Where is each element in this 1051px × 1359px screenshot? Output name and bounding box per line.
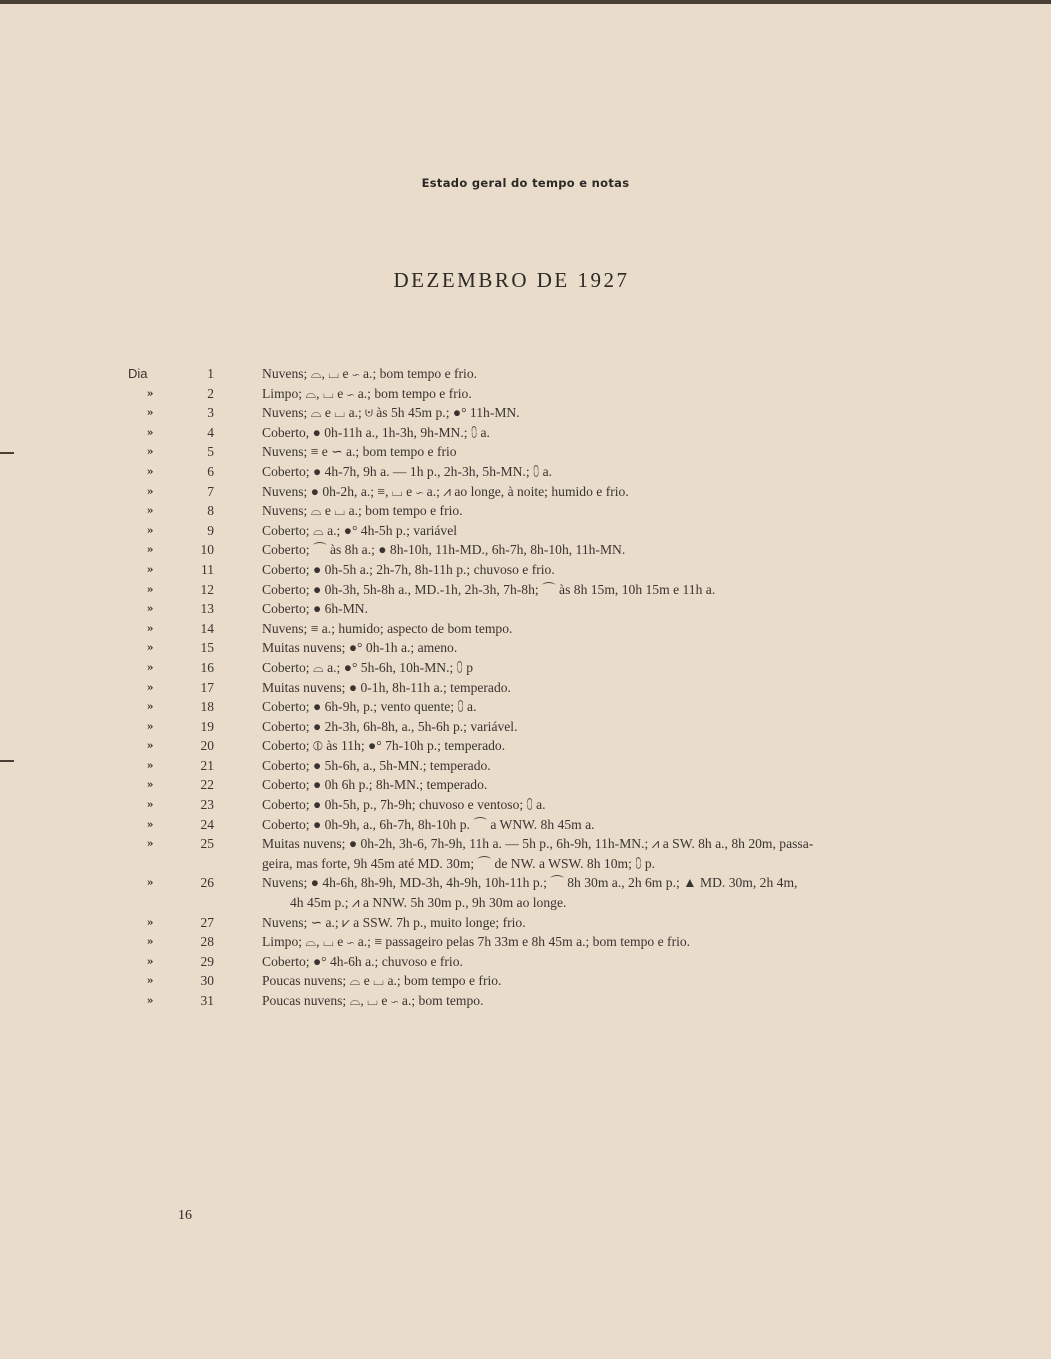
entry-text: Coberto; ● 5h-6h, a., 5h-MN.; temperado. bbox=[262, 757, 491, 773]
ditto-mark: » bbox=[146, 935, 154, 949]
day-number: 15 bbox=[200, 640, 214, 656]
ditto-mark: » bbox=[146, 523, 154, 537]
entry-row bbox=[0, 580, 1051, 600]
day-number: 23 bbox=[200, 797, 214, 813]
ditto-mark: » bbox=[146, 484, 154, 498]
entry-row bbox=[0, 717, 1051, 737]
entry-text: Limpo; ⌓, ⌴ e ∽ a.; ≡ passageiro pelas 7h 33m e 8h 45m a.; bom tempo e frio. bbox=[262, 934, 691, 950]
ditto-mark: » bbox=[146, 445, 154, 459]
day-number: 5 bbox=[207, 444, 214, 460]
entry-row bbox=[0, 815, 1051, 835]
entry-text: Nuvens; ⌓, ⌴ e ∽ a.; bom tempo e frio. bbox=[262, 366, 478, 381]
ditto-mark: » bbox=[146, 817, 154, 831]
entry-text: Coberto; ⌓ a.; ●° 4h-5h p.; variável bbox=[262, 522, 458, 538]
entry-row bbox=[0, 678, 1051, 698]
day-number: 25 bbox=[200, 836, 214, 852]
ditto-mark: » bbox=[146, 641, 154, 655]
column-label-dia: Dia bbox=[128, 366, 148, 381]
day-number: 21 bbox=[200, 757, 214, 773]
day-number: 6 bbox=[207, 463, 214, 479]
day-number: 22 bbox=[200, 777, 214, 793]
ditto-mark: » bbox=[146, 758, 154, 772]
day-number: 11 bbox=[201, 561, 214, 577]
entry-text: Muitas nuvens; ● 0h-2h, 3h-6, 7h-9h, 11h a. — 5h p., 6h-9h, 11h-MN.; ⩘ a SW. 8h a., 8h 20m, passa- bbox=[262, 836, 814, 852]
entry-text: Muitas nuvens; ●° 0h-1h a.; ameno. bbox=[262, 640, 458, 656]
day-number: 27 bbox=[200, 914, 214, 930]
day-number: 10 bbox=[200, 542, 214, 558]
day-number: 26 bbox=[200, 875, 214, 891]
entry-text: Coberto; ● 4h-7h, 9h a. — 1h p., 2h-3h, 5h-MN.; ⩇ a. bbox=[262, 463, 553, 479]
ditto-mark: » bbox=[146, 837, 154, 851]
entry-text-continuation: geira, mas forte, 9h 45m até MD. 30m; ⌒ de NW. a WSW. 8h 10m; ⩇ p. bbox=[262, 855, 656, 871]
entry-text: Coberto; ● 0h 6h p.; 8h-MN.; temperado. bbox=[262, 777, 488, 793]
day-number: 13 bbox=[200, 601, 214, 617]
day-number: 16 bbox=[200, 659, 214, 675]
entry-text: Coberto; ● 0h-5h, p., 7h-9h; chuvoso e ventoso; ⩇ a. bbox=[262, 797, 546, 813]
entry-text: Coberto; ⦶ às 11h; ●° 7h-10h p.; temperado. bbox=[262, 738, 506, 754]
ditto-mark: » bbox=[146, 425, 154, 439]
entry-text-continuation: 4h 45m p.; ⩘ a NNW. 5h 30m p., 9h 30m ao longe. bbox=[290, 895, 567, 911]
day-number: 18 bbox=[200, 699, 214, 715]
entry-text: Coberto; ● 0h-9h, a., 6h-7h, 8h-10h p. ⌒ a WNW. 8h 45m a. bbox=[262, 816, 595, 832]
ditto-mark: » bbox=[146, 719, 154, 733]
entry-row bbox=[0, 560, 1051, 580]
entry-row bbox=[0, 462, 1051, 482]
ditto-mark: » bbox=[146, 739, 154, 753]
entry-row bbox=[0, 658, 1051, 678]
ditto-mark: » bbox=[146, 562, 154, 576]
entry-row bbox=[0, 442, 1051, 462]
day-number: 9 bbox=[207, 522, 214, 538]
day-number: 28 bbox=[200, 934, 214, 950]
entry-text: Limpo; ⌓, ⌴ e ∽ a.; bom tempo e frio. bbox=[262, 385, 472, 401]
running-head: Estado geral do tempo e notas bbox=[421, 176, 630, 190]
entry-row bbox=[0, 873, 1051, 912]
day-number: 24 bbox=[200, 816, 214, 832]
day-number: 2 bbox=[207, 385, 214, 401]
entry-text: Coberto; ● 0h-3h, 5h-8h a., MD.-1h, 2h-3h, 7h-8h; ⌒ às 8h 15m, 10h 15m e 11h a. bbox=[262, 581, 716, 597]
entry-row bbox=[0, 775, 1051, 795]
ditto-mark: » bbox=[146, 386, 154, 400]
ditto-mark: » bbox=[146, 915, 154, 929]
ditto-mark: » bbox=[146, 954, 154, 968]
entry-text: Nuvens; ● 0h-2h, a.; ≡, ⌴ e ∽ a.; ⩘ ao longe, à noite; humido e frio. bbox=[262, 483, 629, 499]
entry-row bbox=[0, 756, 1051, 776]
ditto-mark: » bbox=[146, 621, 154, 635]
page-number: 16 bbox=[178, 1208, 192, 1223]
entry-text: Nuvens; ≡ a.; humido; aspecto de bom tempo. bbox=[262, 620, 513, 636]
entry-row bbox=[0, 482, 1051, 502]
entry-row bbox=[0, 619, 1051, 639]
day-number: 12 bbox=[200, 581, 214, 597]
ditto-mark: » bbox=[146, 876, 154, 890]
ditto-mark: » bbox=[146, 582, 154, 596]
day-number: 4 bbox=[207, 424, 214, 440]
entry-row bbox=[0, 423, 1051, 443]
entry-row bbox=[0, 697, 1051, 717]
entry-row bbox=[0, 932, 1051, 952]
entry-text: Coberto; ● 6h-9h, p.; vento quente; ⩇ a. bbox=[262, 699, 477, 715]
entry-row bbox=[0, 364, 1051, 384]
day-number: 1 bbox=[207, 366, 214, 381]
entry-row bbox=[0, 913, 1051, 933]
day-number: 30 bbox=[200, 973, 214, 989]
entry-text: Nuvens; ⌓ e ⌴ a.; bom tempo e frio. bbox=[262, 503, 463, 519]
page-top-edge bbox=[0, 0, 1051, 4]
entry-row bbox=[0, 736, 1051, 756]
ditto-mark: » bbox=[146, 464, 154, 478]
entry-row bbox=[0, 384, 1051, 404]
entry-text: Muitas nuvens; ● 0-1h, 8h-11h a.; temperado. bbox=[262, 679, 511, 695]
entry-text: Coberto; ● 2h-3h, 6h-8h, a., 5h-6h p.; variável. bbox=[262, 718, 518, 734]
entry-text: Poucas nuvens; ⌓ e ⌴ a.; bom tempo e frio. bbox=[262, 973, 502, 989]
daily-entries-list bbox=[0, 364, 1051, 1011]
entry-text: Coberto; ● 6h-MN. bbox=[262, 601, 369, 617]
entry-text: Coberto; ● 0h-5h a.; 2h-7h, 8h-11h p.; chuvoso e frio. bbox=[262, 561, 555, 577]
day-number: 8 bbox=[207, 503, 214, 519]
day-number: 19 bbox=[200, 718, 214, 734]
day-number: 3 bbox=[207, 405, 214, 421]
entry-row bbox=[0, 971, 1051, 991]
entry-row bbox=[0, 834, 1051, 873]
entry-text: Poucas nuvens; ⌓, ⌴ e ∽ a.; bom tempo. bbox=[262, 993, 484, 1008]
entry-row bbox=[0, 952, 1051, 972]
entry-text: Coberto; ⌒ às 8h a.; ● 8h-10h, 11h-MD., 6h-7h, 8h-10h, 11h-MN. bbox=[262, 542, 626, 558]
page-title: DEZEMBRO DE 1927 bbox=[393, 268, 630, 292]
ditto-mark: » bbox=[146, 778, 154, 792]
entry-text: Coberto; ●° 4h-6h a.; chuvoso e frio. bbox=[262, 953, 463, 969]
entry-text: Nuvens; ≡ e ∽ a.; bom tempo e frio bbox=[262, 444, 457, 460]
ditto-mark: » bbox=[146, 680, 154, 694]
entry-text: Coberto; ⌓ a.; ●° 5h-6h, 10h-MN.; ⩇ p bbox=[262, 659, 474, 675]
day-number: 20 bbox=[200, 738, 214, 754]
entry-row bbox=[0, 403, 1051, 423]
entry-row bbox=[0, 795, 1051, 815]
ditto-mark: » bbox=[146, 994, 154, 1007]
ditto-mark: » bbox=[146, 700, 154, 714]
entry-text: Nuvens; ● 4h-6h, 8h-9h, MD-3h, 4h-9h, 10h-11h p.; ⌒ 8h 30m a., 2h 6m p.; ▲ MD. 30m, 2h 4m, bbox=[262, 875, 798, 891]
entry-row bbox=[0, 991, 1051, 1011]
ditto-mark: » bbox=[146, 974, 154, 988]
day-number: 14 bbox=[200, 620, 214, 636]
entry-row bbox=[0, 521, 1051, 541]
ditto-mark: » bbox=[146, 543, 154, 557]
day-number: 31 bbox=[200, 993, 214, 1008]
entry-row bbox=[0, 638, 1051, 658]
day-number: 29 bbox=[200, 953, 214, 969]
entry-text: Nuvens; ∽ a.; ⩗ a SSW. 7h p., muito longe; frio. bbox=[262, 914, 526, 930]
day-number: 7 bbox=[207, 483, 214, 499]
entry-row bbox=[0, 501, 1051, 521]
entry-row bbox=[0, 540, 1051, 560]
day-number: 17 bbox=[200, 679, 214, 695]
ditto-mark: » bbox=[146, 504, 154, 518]
ditto-mark: » bbox=[146, 660, 154, 674]
ditto-mark: » bbox=[146, 406, 154, 420]
ditto-mark: » bbox=[146, 798, 154, 812]
entry-text: Coberto, ● 0h-11h a., 1h-3h, 9h-MN.; ⩇ a. bbox=[262, 424, 490, 440]
entry-text: Nuvens; ⌓ e ⌴ a.; ⊍ às 5h 45m p.; ●° 11h-MN. bbox=[262, 405, 520, 421]
ditto-mark: » bbox=[146, 602, 154, 616]
entry-row bbox=[0, 599, 1051, 619]
